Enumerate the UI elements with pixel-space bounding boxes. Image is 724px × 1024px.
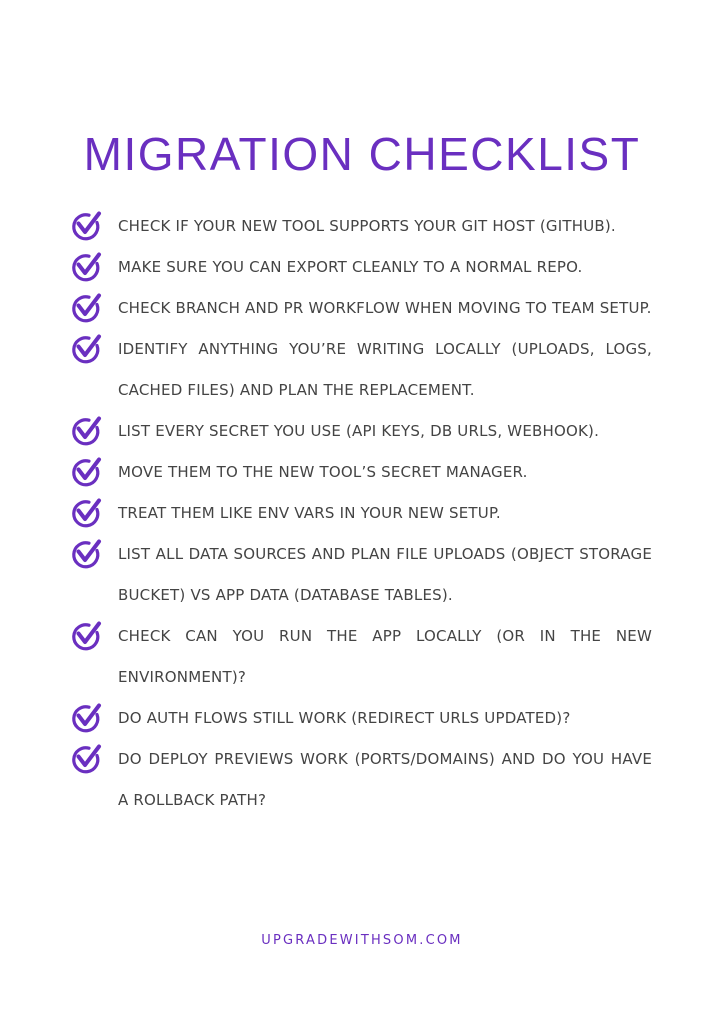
checklist-item [70, 493, 652, 534]
checklist-item-text: IDENTIFY ANYTHING YOU’RE WRITING LOCALLY (UPLOADS, LOGS, CACHED FILES) AND PLAN THE REPLACEMENT. [118, 340, 652, 399]
check-circle-icon [70, 456, 102, 488]
checklist-item-text: CHECK IF YOUR NEW TOOL SUPPORTS YOUR GIT HOST (GITHUB). [118, 217, 616, 235]
checklist-item [70, 411, 652, 452]
check-circle-icon [70, 702, 102, 734]
checklist-item-text: LIST ALL DATA SOURCES AND PLAN FILE UPLOADS (OBJECT STORAGE BUCKET) VS APP DATA (DATABASE TABLES). [118, 545, 652, 604]
check-circle-icon [70, 620, 102, 652]
checklist-item [70, 247, 652, 288]
checklist-item [70, 739, 652, 821]
checklist-item-text: DO DEPLOY PREVIEWS WORK (PORTS/DOMAINS) AND DO YOU HAVE A ROLLBACK PATH? [118, 750, 652, 809]
check-circle-icon [70, 497, 102, 529]
check-circle-icon [70, 210, 102, 242]
check-circle-icon [70, 251, 102, 283]
checklist-item [70, 616, 652, 698]
checklist-item-text: DO AUTH FLOWS STILL WORK (REDIRECT URLS UPDATED)? [118, 709, 571, 727]
checklist [70, 206, 652, 821]
page-title: MIGRATION CHECKLIST [83, 127, 641, 180]
checklist-item-text: TREAT THEM LIKE ENV VARS IN YOUR NEW SETUP. [118, 504, 501, 522]
check-circle-icon [70, 743, 102, 775]
checklist-item [70, 452, 652, 493]
check-circle-icon [70, 333, 102, 365]
checklist-item-text: CHECK BRANCH AND PR WORKFLOW WHEN MOVING TO TEAM SETUP. [118, 299, 652, 317]
checklist-item-text: LIST EVERY SECRET YOU USE (API KEYS, DB URLS, WEBHOOK). [118, 422, 600, 440]
checklist-item-text: MAKE SURE YOU CAN EXPORT CLEANLY TO A NORMAL REPO. [118, 258, 583, 276]
footer-website: UPGRADEWITHSOM.COM [261, 933, 463, 948]
checklist-item-text: CHECK CAN YOU RUN THE APP LOCALLY (OR IN THE NEW ENVIRONMENT)? [118, 627, 652, 686]
checklist-item-text: MOVE THEM TO THE NEW TOOL’S SECRET MANAGER. [118, 463, 528, 481]
checklist-item [70, 329, 652, 411]
checklist-item [70, 288, 652, 329]
check-circle-icon [70, 538, 102, 570]
check-circle-icon [70, 292, 102, 324]
checklist-item [70, 206, 652, 247]
check-circle-icon [70, 415, 102, 447]
checklist-item [70, 698, 652, 739]
checklist-item [70, 534, 652, 616]
